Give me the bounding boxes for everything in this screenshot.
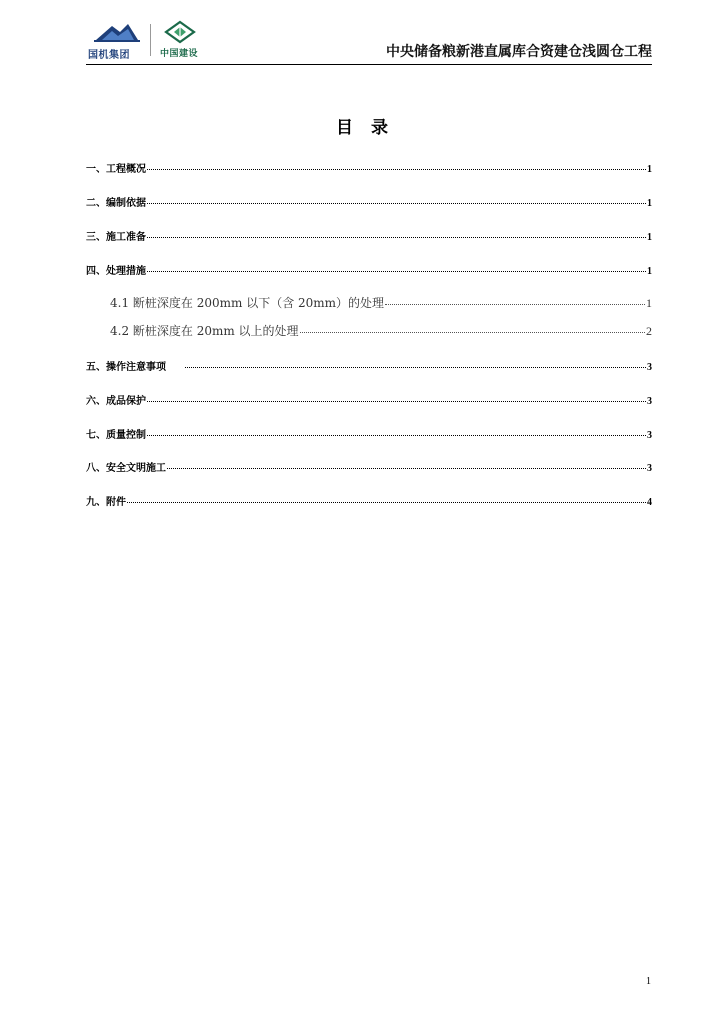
sinomach-emblem-icon <box>88 20 144 46</box>
toc-entry-label: 4.2 断桩深度在 20mm 以上的处理 <box>110 324 299 338</box>
toc-entry[interactable] <box>86 262 652 277</box>
toc-entry[interactable] <box>110 322 652 339</box>
toc-entry-label: 八、安全文明施工 <box>86 463 166 474</box>
toc-dot-leader <box>185 367 646 368</box>
toc-dot-leader <box>147 401 646 402</box>
toc-dot-leader <box>167 468 646 469</box>
toc-entry-label: 七、质量控制 <box>86 430 146 441</box>
toc-entry-label: 一、工程概况 <box>86 164 146 175</box>
toc-dot-leader <box>147 237 646 238</box>
toc-dot-leader <box>385 304 645 305</box>
toc-entry-label: 四、处理措施 <box>86 266 146 277</box>
toc-dot-leader <box>147 203 646 204</box>
toc-entry-page: 3 <box>647 430 652 441</box>
toc-dot-leader <box>147 169 646 170</box>
cscec-logo <box>160 20 220 60</box>
page-header <box>86 18 652 65</box>
toc-entry-label: 九、附件 <box>86 497 126 508</box>
sinomach-logo <box>88 20 144 60</box>
toc-dot-leader <box>147 271 646 272</box>
toc-entry-label: 二、编制依据 <box>86 198 146 209</box>
toc-entry[interactable] <box>86 459 652 474</box>
toc-entry-page: 3 <box>647 362 652 373</box>
toc-entry-page: 3 <box>647 396 652 407</box>
toc-entry[interactable] <box>86 493 652 508</box>
toc-entry-page: 3 <box>647 463 652 474</box>
toc-heading: 目录 <box>336 118 406 138</box>
toc-entry-label: 4.1 断桩深度在 200mm 以下（含 20mm）的处理 <box>110 296 385 310</box>
toc-dot-leader <box>300 332 645 333</box>
toc-entry-page: 1 <box>647 266 652 277</box>
header-logos <box>86 20 220 60</box>
sinomach-logo-text: 国机集团 <box>88 50 130 61</box>
cscec-logo-text: 中国建设 <box>160 49 199 59</box>
toc-entry-label: 五、操作注意事项 <box>86 362 166 373</box>
toc-entry-label: 三、施工准备 <box>86 232 146 243</box>
toc-entry-page: 1 <box>646 296 652 310</box>
toc-entry[interactable] <box>86 358 652 373</box>
header-project-title: 中央储备粮新港直属库合资建仓浅圆仓工程 <box>386 44 652 60</box>
toc-entry[interactable] <box>86 194 652 209</box>
toc-entry[interactable] <box>86 160 652 175</box>
toc-entry[interactable] <box>86 228 652 243</box>
logo-divider <box>150 24 151 56</box>
toc-entry[interactable] <box>86 392 652 407</box>
toc-entry-page: 4 <box>647 497 652 508</box>
toc-entry[interactable] <box>86 426 652 441</box>
toc-entry[interactable] <box>110 294 652 311</box>
toc-dot-leader <box>147 435 646 436</box>
cscec-emblem-icon <box>160 20 200 46</box>
page-number: 1 <box>646 976 651 987</box>
toc-dot-leader <box>127 502 646 503</box>
toc-entry-page: 2 <box>646 324 652 338</box>
toc-entry-page: 1 <box>647 164 652 175</box>
toc-entry-label: 六、成品保护 <box>86 396 146 407</box>
toc-entry-page: 1 <box>647 198 652 209</box>
toc-entry-page: 1 <box>647 232 652 243</box>
